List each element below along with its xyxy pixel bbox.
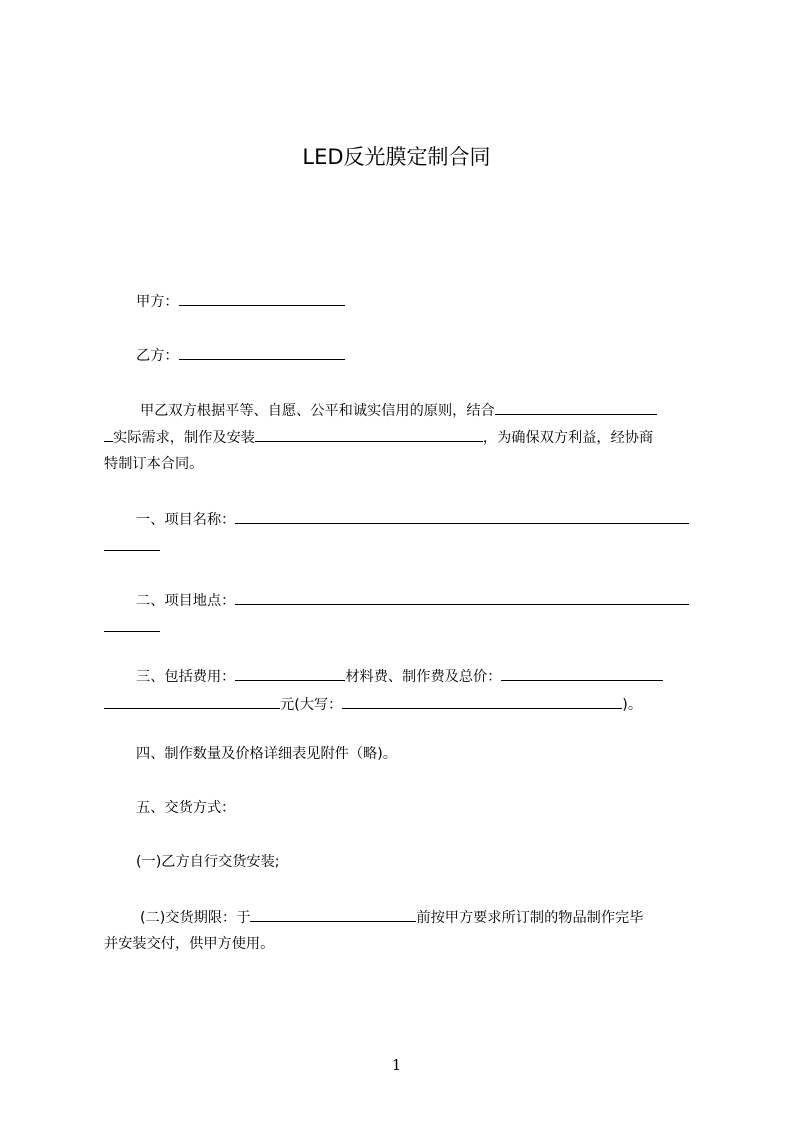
intro-text-1: 甲乙双方根据平等、自愿、公平和诚实信用的原则，结合 [140,403,495,419]
clause-3-text-2: 元(大写： [280,697,343,713]
clause-3-line-2 [104,689,704,717]
project-name-blank[interactable] [235,504,689,524]
party-a-line [136,286,704,314]
clause-5-text: 五、交货方式： [136,800,236,816]
intro-blank-2[interactable] [255,422,483,442]
clause-3-text-1: 材料费、制作费及总价： [345,669,502,685]
clause-5-item-2-text-3: 并安装交付，供甲方使用。 [104,936,275,952]
party-a-label: 甲方： [136,294,179,310]
total-price-blank[interactable] [501,661,663,681]
intro-blank-1[interactable] [495,395,657,415]
clause-4-text: 四、制作数量及价格详细表见附件（略)。 [136,746,397,762]
project-location-blank-cont[interactable] [104,612,160,632]
project-name-blank-cont[interactable] [104,531,160,551]
party-b-line [136,340,704,368]
intro-text-4: 特制订本合同。 [104,456,204,472]
clause-5-item-2-line-2 [104,930,704,958]
clause-5-item-2-text-1: (二)交货期限：于 [140,910,251,926]
page-number: 1 [391,1056,402,1074]
clause-5-item-2-text-2: 前按甲方要求所订制的物品制作完毕 [416,910,644,926]
clause-5-item-2-line [140,902,704,930]
project-location-blank[interactable] [235,585,689,605]
clause-2-label: 二、项目地点： [136,593,236,609]
party-b-label: 乙方： [136,348,179,364]
clause-1-label: 一、项目名称： [136,512,236,528]
clause-5-item-1-line [136,848,704,876]
fees-blank[interactable] [235,661,345,681]
total-price-blank-cont[interactable] [104,689,280,709]
amount-in-words-blank[interactable] [342,689,622,709]
intro-text-2: 实际需求，制作及安装 [113,430,255,446]
intro-blank-1-cont[interactable] [104,422,113,442]
clause-3-line [136,661,704,689]
intro-line-2 [104,422,704,450]
party-b-blank[interactable] [179,340,345,360]
clause-3-text-3: )。 [622,697,643,713]
delivery-date-blank[interactable] [250,902,416,922]
clause-2-line [136,585,704,613]
clause-1-line [136,504,704,532]
intro-text-3: ，为确保双方利益，经协商 [482,430,654,446]
clause-5-line [136,794,704,822]
clause-3-label: 三、包括费用： [136,669,236,685]
document-title: LED反光膜定制合同 [302,145,491,169]
clause-5-item-1-text: (一)乙方自行交货安装; [136,854,280,870]
party-a-blank[interactable] [179,286,345,306]
clause-1-line-2 [104,531,704,559]
intro-line-3 [104,450,704,478]
intro-line-1 [140,395,704,423]
clause-2-line-2 [104,612,704,640]
clause-4-line [136,740,704,768]
